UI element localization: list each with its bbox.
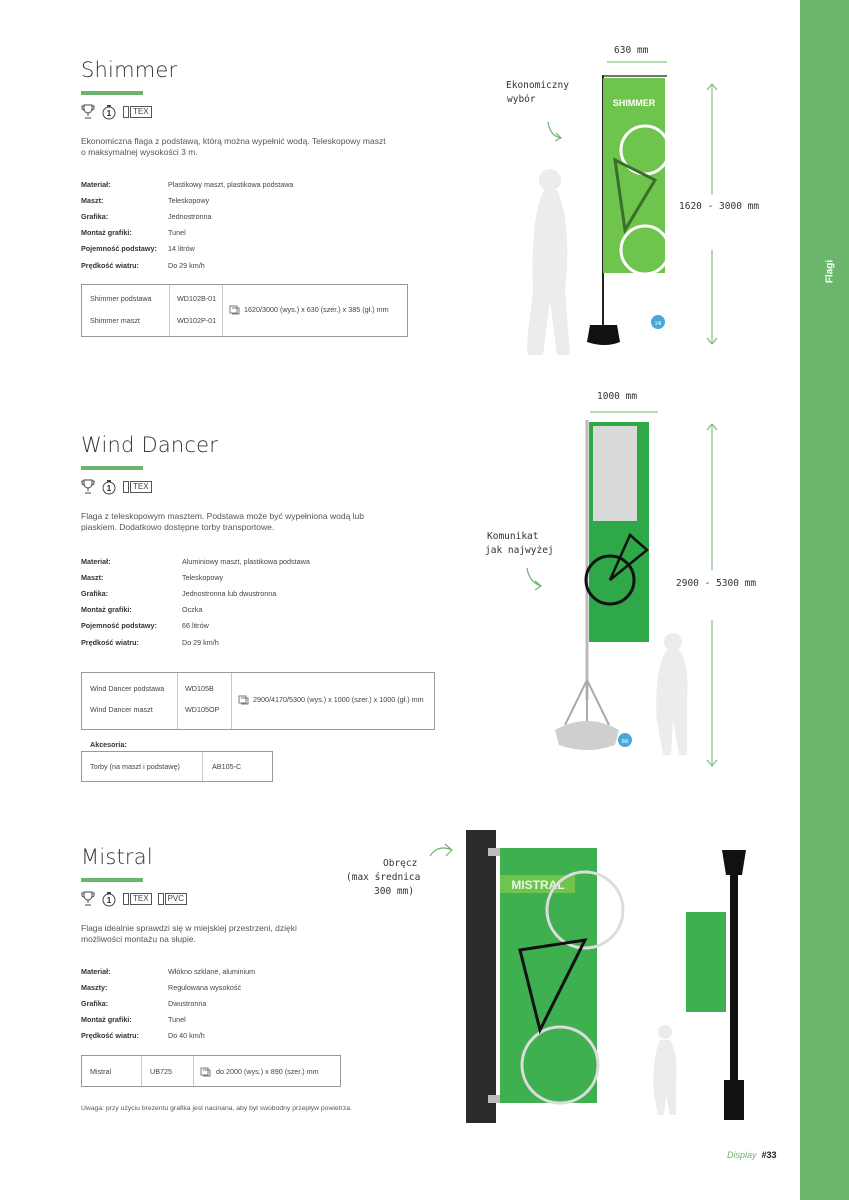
code-value: WD102P-01 <box>177 316 217 325</box>
note-line: wybór <box>507 94 536 105</box>
product-code-table <box>81 284 408 337</box>
trophy-icon <box>81 891 95 907</box>
product-title: Mistral <box>81 845 153 869</box>
spec-row: Grafika: Jednostronna lub dwustronna <box>81 588 277 598</box>
warranty-years: 1 <box>106 896 112 905</box>
code-name: Mistral <box>90 1067 112 1076</box>
spec-row: Prędkość wiatru: Do 29 km/h <box>81 260 205 270</box>
divider <box>222 285 223 336</box>
spec-row: Maszt: Teleskopowy <box>81 572 224 582</box>
lamp-head <box>722 850 746 875</box>
spec-row: Montaż grafiki: Tunel <box>81 1015 186 1025</box>
feature-icons <box>81 891 301 907</box>
spec-list <box>81 963 301 1044</box>
code-value: WD105OP <box>185 705 220 714</box>
note-arrow <box>527 568 541 590</box>
person-silhouette <box>527 190 570 355</box>
fabric-icon <box>158 893 164 905</box>
product-mistral <box>81 845 301 1044</box>
product-code-table <box>81 672 435 730</box>
dimensions: 2900/4170/5300 (wys.) x 1000 (szer.) x 1000 (gł.) mm <box>253 695 424 704</box>
product-description: Flaga z teleskopowym masztem. Podstawa może być wypełniona wodą lub piaskiem. Dodatkowo dostępne torby transportowe. <box>81 511 364 532</box>
flag-base <box>555 721 619 750</box>
width-label: 630 mm <box>614 45 649 56</box>
trophy-icon <box>81 479 95 495</box>
divider <box>231 673 232 729</box>
code-name: Wind Dancer maszt <box>90 705 153 714</box>
spec-row: Pojemność podstawy: 14 litrów <box>81 244 195 254</box>
spec-row: Materiał: Plastikowy maszt, plastikowa podstawa <box>81 179 294 189</box>
spec-row: Prędkość wiatru: Do 40 km/h <box>81 1031 205 1041</box>
flag-base <box>587 325 620 345</box>
fabric-icon <box>123 106 129 118</box>
spec-row: Materiał: Włókno szklane, aluminium <box>81 966 256 976</box>
street-pole <box>466 830 496 1123</box>
capacity-text: 66l <box>621 739 629 745</box>
spec-row: Grafika: Dwustronna <box>81 998 207 1008</box>
mistral-illustration <box>420 820 760 1130</box>
warranty-icon <box>101 104 117 120</box>
divider <box>141 1056 142 1086</box>
accessory-name: Torby (na maszt i podstawę) <box>90 762 180 771</box>
title-underline <box>81 878 143 882</box>
person-silhouette <box>656 650 687 755</box>
spec-row: Grafika: Jednostronna <box>81 211 212 221</box>
divider <box>177 673 178 729</box>
section-name: Display <box>727 1150 757 1160</box>
side-tab-label-wrap <box>818 259 840 286</box>
code-name: Shimmer podstawa <box>90 294 152 303</box>
note-line: (max średnica <box>346 872 421 883</box>
small-flag <box>686 912 726 1012</box>
divider <box>193 1056 194 1086</box>
warranty-icon <box>101 891 117 907</box>
product-description: Flaga idealnie sprawdzi się w miejskiej przestrzeni, dzięki możliwości montażu na słupie. <box>81 923 297 944</box>
fabric-icon <box>123 481 129 493</box>
lamp-base <box>724 1080 744 1120</box>
side-tab <box>800 0 849 1200</box>
note-arrow <box>430 844 452 856</box>
spec-row: Prędkość wiatru: Do 29 km/h <box>81 637 219 647</box>
person-head <box>658 1025 672 1039</box>
lamp-post <box>730 860 738 1110</box>
footnote: Uwaga: przy użyciu brezentu grafika jest nacinana, aby był swobodny przepływ powietrza. <box>81 1105 352 1112</box>
note-line: Ekonomiczny <box>506 80 569 91</box>
flag-window <box>593 426 637 521</box>
code-value: WD102B-01 <box>177 294 217 303</box>
divider <box>169 285 170 336</box>
title-underline <box>81 91 143 95</box>
warranty-years: 1 <box>106 109 112 118</box>
width-label: 1000 mm <box>597 391 638 402</box>
height-label: 2900 - 5300 mm <box>676 578 757 589</box>
fabric-icon <box>123 893 129 905</box>
note-line: jak najwyżej <box>485 545 554 556</box>
spec-row: Maszty: Regulowana wysokość <box>81 982 242 992</box>
dimensions: do 2000 (wys.) x 890 (szer.) mm <box>216 1067 319 1076</box>
product-wind-dancer <box>81 433 391 650</box>
note-line: 300 mm) <box>374 886 415 897</box>
spec-row: Materiał: Aluminiowy maszt, plastikowa podstawa <box>81 556 310 566</box>
side-tab-label: Flagi <box>824 259 836 284</box>
product-description: Ekonomiczna flaga z podstawą, którą można wypełnić wodą. Teleskopowy maszt o maksymalnej wysokości 3 m. <box>81 136 386 157</box>
wind-dancer-illustration <box>475 400 775 780</box>
height-label: 1620 - 3000 mm <box>679 201 760 212</box>
accessories-label: Akcesoria: <box>90 740 127 749</box>
dimensions: 1620/3000 (wys.) x 630 (szer.) x 385 (gł.) mm <box>244 305 389 314</box>
person-head <box>664 633 682 651</box>
product-title: Shimmer <box>81 58 178 82</box>
code-value: UB725 <box>150 1067 172 1076</box>
spec-list <box>81 176 391 273</box>
material-badge: TEX <box>123 893 152 905</box>
person-head <box>539 169 561 191</box>
spec-list <box>81 553 391 650</box>
spec-row: Pojemność podstawy: 66 litrów <box>81 621 209 631</box>
code-value: WD105B <box>185 684 214 693</box>
warranty-years: 1 <box>106 484 112 493</box>
dimension-icon <box>238 695 250 705</box>
feature-icons <box>81 104 391 120</box>
dimension-icon <box>200 1067 212 1077</box>
spec-row: Maszt: Teleskopowy <box>81 195 210 205</box>
material-badge: TEX <box>123 481 152 493</box>
accessories-table <box>81 751 273 782</box>
spec-row: Montaż grafiki: Oczka <box>81 605 203 615</box>
product-code-table <box>81 1055 341 1087</box>
dimension-icon <box>229 305 241 315</box>
feature-icons <box>81 479 391 495</box>
flag-header <box>603 78 665 96</box>
note-arrow <box>548 122 561 141</box>
page-footer <box>727 1150 777 1160</box>
product-title: Wind Dancer <box>81 433 219 457</box>
accessory-code: AB105-C <box>212 762 242 771</box>
person-silhouette <box>653 1040 676 1115</box>
material-badge: PVC <box>158 893 187 905</box>
bracket <box>488 848 500 856</box>
flag-text: SHIMMER <box>612 98 656 108</box>
product-shimmer <box>81 58 391 273</box>
note-line: Komunikat <box>487 531 539 542</box>
page-number: #33 <box>761 1150 777 1160</box>
divider <box>202 752 203 781</box>
capacity-text: 14l <box>654 321 662 327</box>
flag-text: MISTRAL <box>511 878 565 892</box>
material-badge: TEX <box>123 106 152 118</box>
warranty-icon <box>101 479 117 495</box>
trophy-icon <box>81 104 95 120</box>
spec-row: Montaż grafiki: Tunel <box>81 228 186 238</box>
note-line: Obręcz <box>383 858 418 869</box>
code-name: Shimmer maszt <box>90 316 140 325</box>
title-underline <box>81 466 143 470</box>
bracket <box>488 1095 500 1103</box>
code-name: Wind Dancer podstawa <box>90 684 165 693</box>
